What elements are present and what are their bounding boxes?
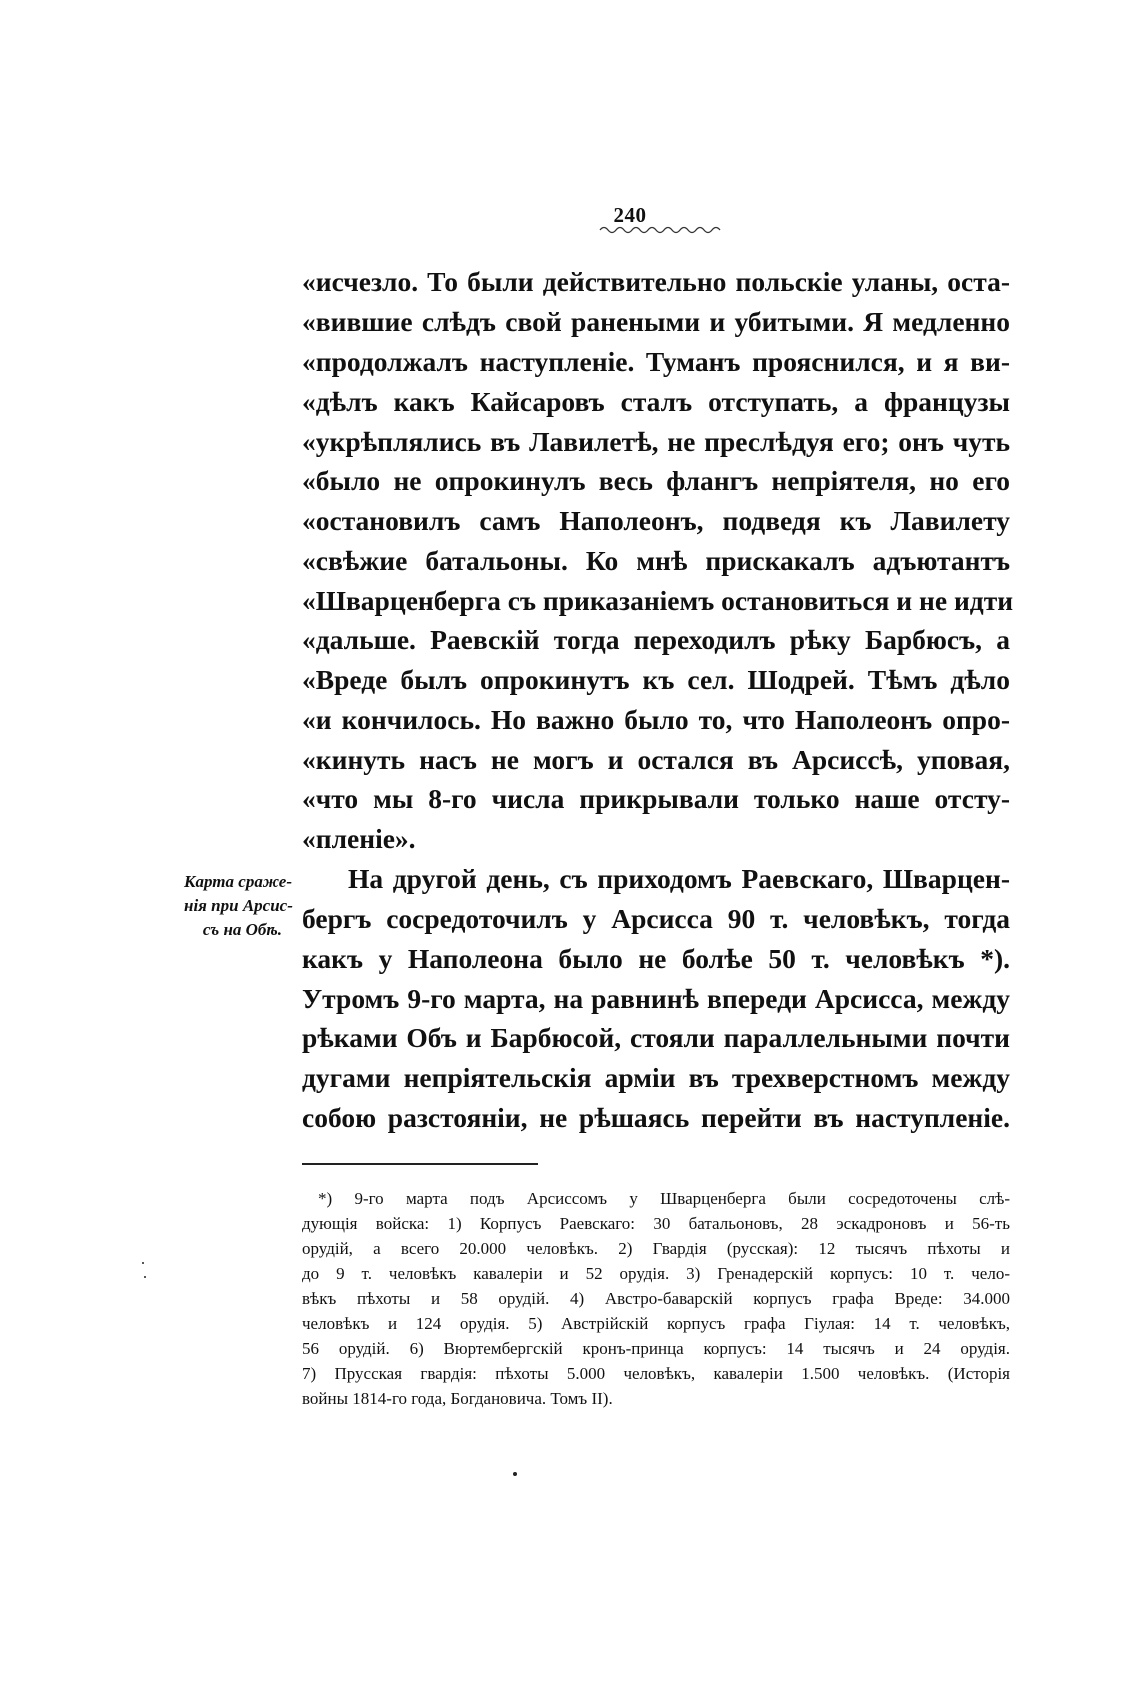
ink-speck xyxy=(144,1276,146,1278)
body-line: «что мы 8-го числа прикрывали только наше отсту- xyxy=(302,783,1010,814)
body-line: «и кончилось. Но важно было то, что Наполеонъ опро- xyxy=(302,704,1010,735)
body-line: рѣками Объ и Барбюсой, стояли параллельными почти xyxy=(302,1022,1010,1053)
footnote-divider xyxy=(302,1163,538,1165)
body-line: «кинуть насъ не могъ и остался въ Арсиссѣ, уповая, xyxy=(302,744,1010,775)
footnote-line: человѣкъ и 124 орудія. 5) Австрійскій корпусъ графа Гіулая: 14 т. человѣкъ, xyxy=(302,1314,1010,1333)
body-line: «исчезло. То были действительно польскіе уланы, оста- xyxy=(302,266,1010,297)
footnote-line: дующія войска: 1) Корпусъ Раевскаго: 30 батальоновъ, 28 эскадроновъ и 56-ть xyxy=(302,1214,1010,1233)
footnote-line: 7) Прусская гвардія: пѣхоты 5.000 человѣкъ, кавалеріи 1.500 человѣкъ. (Исторія xyxy=(302,1364,1010,1383)
margin-note-line: нія при Арсис- xyxy=(184,896,293,915)
body-line: «дѣлъ какъ Кайсаровъ сталъ отступать, а французы xyxy=(302,386,1010,417)
body-line: «пленіе». xyxy=(302,823,416,854)
ink-speck xyxy=(513,1472,517,1476)
margin-note-line: съ на Обѣ. xyxy=(202,920,282,939)
body-line: «Шварценберга съ приказаніемъ остановиться и не идти xyxy=(302,585,1014,616)
footnote-line: до 9 т. человѣкъ кавалеріи и 52 орудія. 3) Гренадерскій корпусъ: 10 т. чело- xyxy=(302,1264,1010,1283)
page-number: 240 xyxy=(613,203,647,227)
body-line: «вившие слѣдъ свой ранеными и убитыми. Я медленно xyxy=(302,306,1010,337)
footnote-line: вѣкъ пѣхоты и 58 орудій. 4) Австро-баварскій корпусъ графа Вреде: 34.000 xyxy=(302,1289,1010,1308)
footnote-line: *) 9-го марта подъ Арсиссомъ у Шварценберга были сосредоточены слѣ- xyxy=(318,1189,1010,1208)
body-line: бергъ сосредоточилъ у Арсисса 90 т. человѣкъ, тогда xyxy=(302,903,1010,934)
body-line: какъ у Наполеона было не болѣе 50 т. человѣкъ *). xyxy=(302,943,1010,974)
body-line: «укрѣплялись въ Лавилетѣ, не преслѣдуя его; онъ чуть xyxy=(302,426,1010,457)
ink-speck xyxy=(142,1262,144,1264)
body-line: «продолжалъ наступленіе. Туманъ прояснился, и я ви- xyxy=(302,346,1010,377)
footnote-line: войны 1814-го года, Богдановича. Томъ II). xyxy=(302,1389,613,1408)
body-line: На другой день, съ приходомъ Раевскаго, Шварцен- xyxy=(348,863,1010,894)
body-line: дугами непріятельскія арміи въ трехверстномъ между xyxy=(302,1062,1010,1093)
body-line: собою разстояніи, не рѣшаясь перейти въ наступленіе. xyxy=(302,1102,1010,1133)
body-line: «Вреде былъ опрокинутъ къ сел. Шодрей. Тѣмъ дѣло xyxy=(302,664,1010,695)
body-line: «было не опрокинулъ весь флангъ непріятеля, но его xyxy=(302,465,1010,496)
body-line: Утромъ 9-го марта, на равнинѣ впереди Арсисса, между xyxy=(302,983,1010,1014)
margin-note xyxy=(184,870,292,942)
body-line: «остановилъ самъ Наполеонъ, подведя къ Лавилету xyxy=(302,505,1010,536)
footnote-line: орудій, а всего 20.000 человѣкъ. 2) Гвардія (русская): 12 тысячъ пѣхоты и xyxy=(302,1239,1010,1258)
body-line: «дальше. Раевскій тогда переходилъ рѣку Барбюсъ, а xyxy=(302,624,1010,655)
margin-note-line: Карта сраже- xyxy=(184,872,292,891)
wavy-ornament xyxy=(598,224,724,234)
footnote-line: 56 орудій. 6) Вюртембергскій кронъ-принца корпусъ: 14 тысячъ и 24 орудія. xyxy=(302,1339,1010,1358)
body-line: «свѣжие батальоны. Ко мнѣ прискакалъ адъютантъ xyxy=(302,545,1010,576)
